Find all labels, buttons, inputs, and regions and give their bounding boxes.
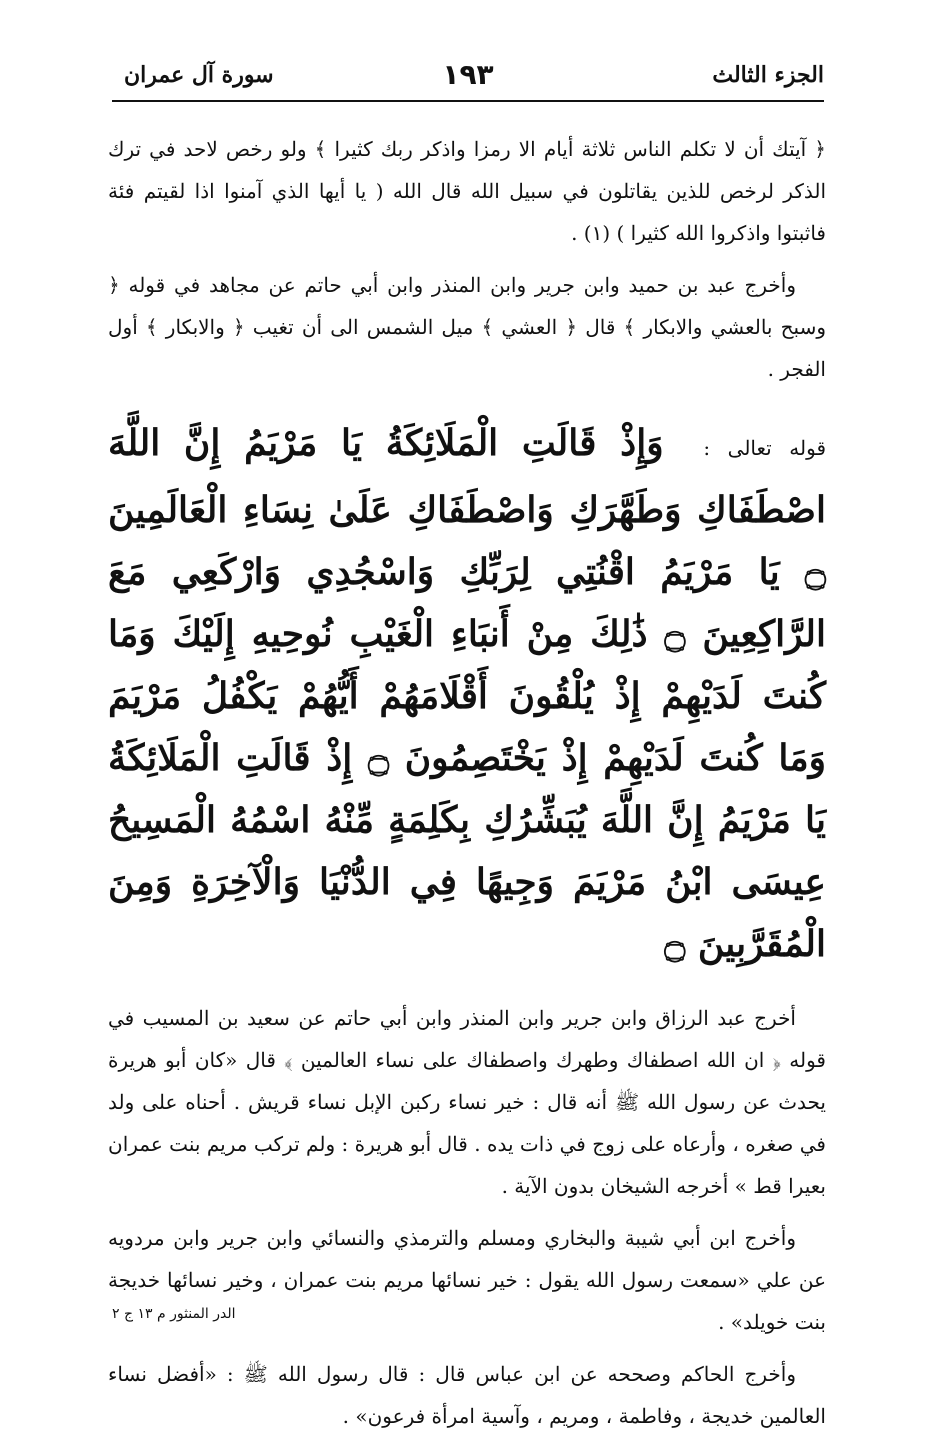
paragraph-5: وأخرج الحاكم وصححه عن ابن عباس قال : قال رسول الله ﷺ : «أفضل نساء العالمين خديجة ، وفاطمة ، ومريم ، وآسية امرأة فرعون» . (108, 1362, 826, 1428)
page-number: ١٩٣ (442, 58, 494, 91)
verse-text: وَإِذْ قَالَتِ الْمَلَائِكَةُ يَا مَرْيَمُ إِنَّ اللَّهَ اصْطَفَاكِ وَطَهَّرَكِ وَاصْطَفَاكِ عَلَىٰ نِسَاءِ الْعَالَمِينَ ۝ يَا مَرْيَمُ اقْنُتِي لِرَبِّكِ وَاسْجُدِي وَارْكَعِي مَعَ الرَّاكِعِينَ ۝ ذَٰلِكَ مِنْ أَنبَاءِ الْغَيْبِ نُوحِيهِ إِلَيْكَ وَمَا كُنتَ لَدَيْهِمْ إِذْ يُلْقُونَ أَقْلَامَهُمْ أَيُّهُمْ يَكْفُلُ مَرْيَمَ وَمَا كُنتَ لَدَيْهِمْ إِذْ يَخْتَصِمُونَ ۝ إِذْ قَالَتِ الْمَلَائِكَةُ يَا مَرْيَمُ إِنَّ اللَّهَ يُبَشِّرُكِ بِكَلِمَةٍ مِّنْهُ اسْمُهُ الْمَسِيحُ عِيسَى ابْنُ مَرْيَمَ وَجِيهًا فِي الدُّنْيَا وَالْآخِرَةِ وَمِنَ الْمُقَرَّبِينَ ۝ (108, 422, 826, 965)
paragraph-4: وأخرج ابن أبي شيبة والبخاري ومسلم والترمذي والنسائي وابن جرير وابن مردويه عن علي «سمعت رسول الله يقول : خير نسائها مريم بنت عمران ، وخير نسائها خديجة بنت خويلد» . (108, 1226, 826, 1334)
paragraph-1: ﴿ آيتك أن لا تكلم الناس ثلاثة أيام الا رمزا واذكر ربك كثيرا ﴾ ولو رخص لاحد في ترك الذكر لرخص للذين يقاتلون في سبيل الله قال الله ( يا أيها الذي آمنوا اذا لقيتم فئة فاثبتوا واذكروا الله كثيرا ) (١) . (108, 137, 827, 245)
verse-intro: قوله تعالى : (703, 436, 826, 460)
page-footer: الدر المنثور م ١٣ ج ٢ (112, 1306, 236, 1322)
paragraph-2: وأخرج عبد بن حميد وابن جرير وابن المنذر وابن أبي حاتم عن مجاهد في قوله ﴿ وسبح بالعشي والابكار ﴾ قال ﴿ العشي ﴾ ميل الشمس الى أن تغيب ﴿ والابكار ﴾ أول الفجر . (108, 273, 826, 381)
page-header (112, 56, 824, 102)
page-body (108, 128, 826, 1447)
paragraph-3: أخرج عبد الرزاق وابن جرير وابن المنذر وابن أبي حاتم عن سعيد بن المسيب في قوله ﴿ ان الله اصطفاك وطهرك واصطفاك على نساء العالمين ﴾ قال «كان أبو هريرة يحدث عن رسول الله ﷺ أنه قال : خير نساء ركبن الإبل نساء قريش . أحناه على ولد في صغره ، وأرعاه على زوج في ذات يده . قال أبو هريرة : ولم تركب مريم بنت عمران بعيرا قط » أخرجه الشيخان بدون الآية . (108, 1006, 826, 1198)
part-title: الجزء الثالث (712, 62, 824, 88)
quran-verse-block (108, 412, 826, 975)
surah-title: سورة آل عمران (124, 62, 274, 88)
